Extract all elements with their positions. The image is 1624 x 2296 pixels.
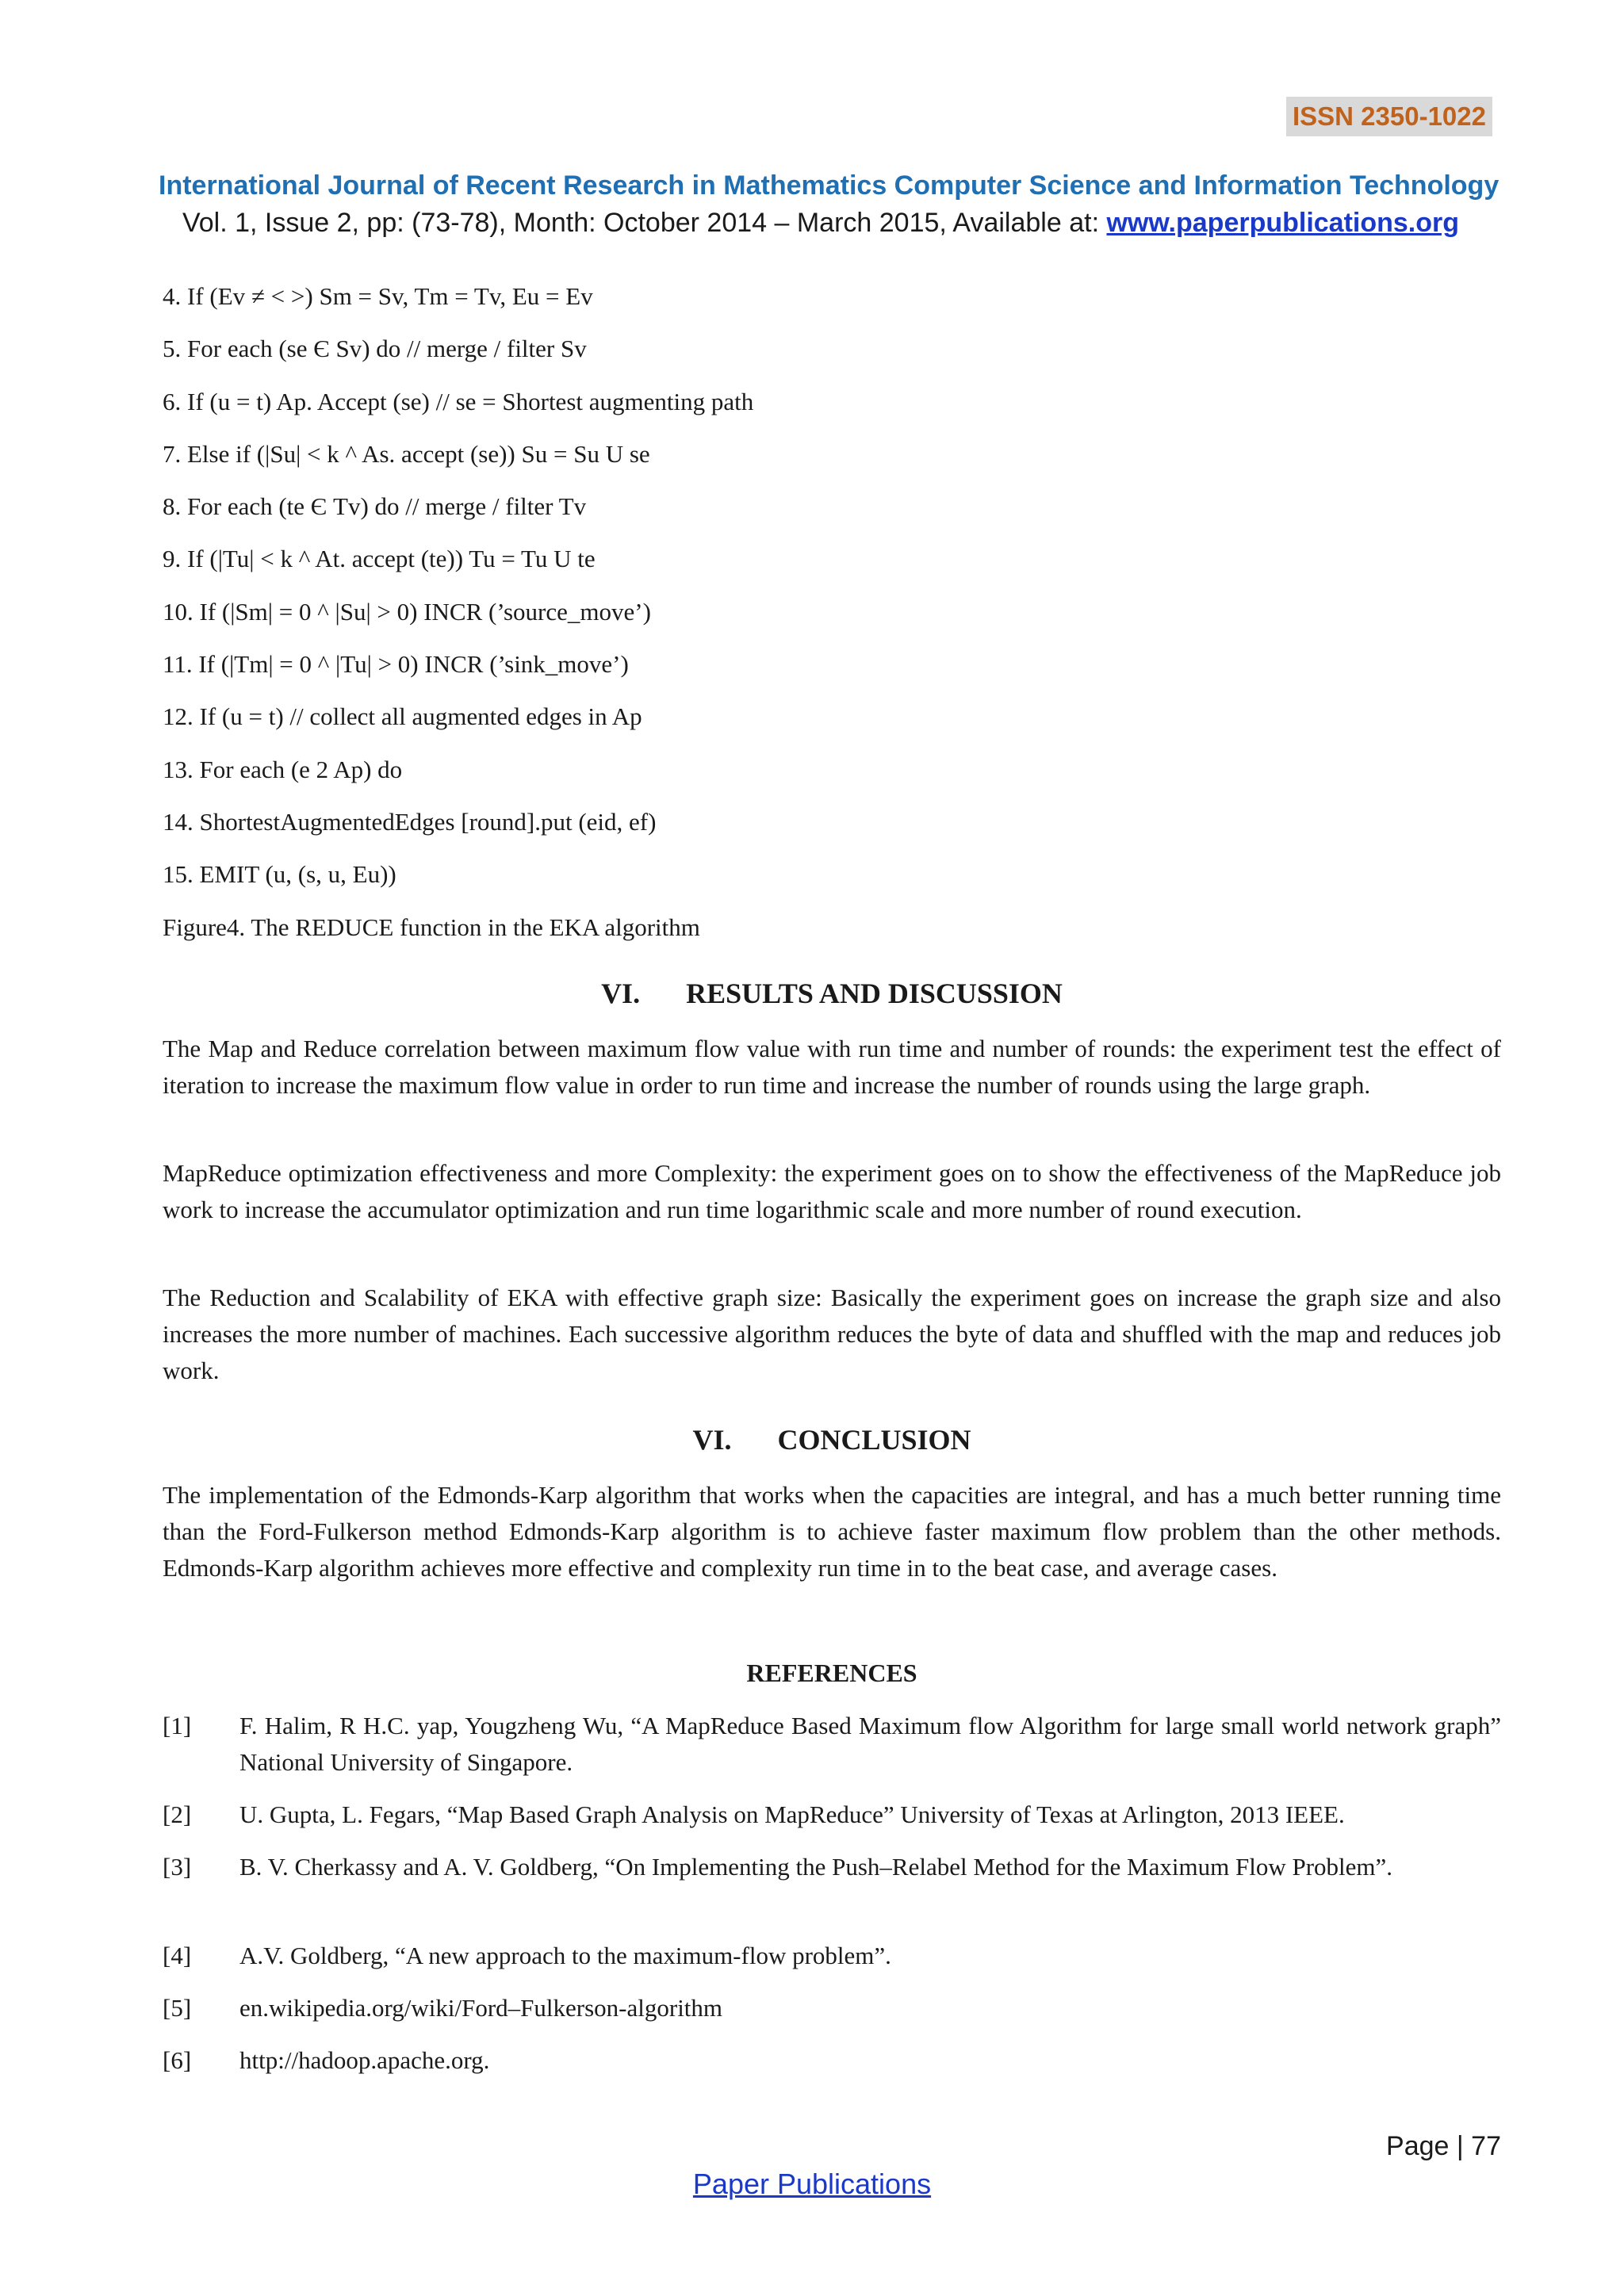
conclusion-paragraph: The implementation of the Edmonds-Karp algorithm that works when the capacities are integral, and has a much better running time than the Ford-Fulkerson method Edmonds-Karp algorithm is to achieve faster maximum flow problem than the other methods. Edmonds-Karp algorithm achieves more effective and complexity run time in to the beat case, and average cases. [163, 1481, 1501, 1582]
algorithm-line: 12. If (u = t) // collect all augmented edges in Ap [163, 702, 642, 731]
conclusion-heading-number: VI. [692, 1424, 732, 1456]
reference-text: U. Gupta, L. Fegars, “Map Based Graph Analysis on MapReduce” University of Texas at Arlington, 2013 IEEE. [239, 1800, 1345, 1828]
reference-number: [4] [163, 1942, 192, 1969]
journal-info-text: Vol. 1, Issue 2, pp: (73-78), Month: October 2014 – March 2015, Available at: [182, 208, 1107, 238]
results-paragraph: The Reduction and Scalability of EKA with effective graph size: Basically the experiment goes on increase the graph size and also increases the more number of machines. Each successive algorithm reduces the byte of data and shuffled with the map and reduces job work. [163, 1284, 1501, 1384]
algorithm-line: 4. If (Ev ≠ < >) Sm = Sv, Tm = Tv, Eu = Ev [163, 282, 593, 310]
conclusion-heading [163, 1423, 1501, 1456]
algorithm-line: 8. For each (te Є Tv) do // merge / filter Tv [163, 492, 587, 521]
algorithm-line: 15. EMIT (u, (s, u, Eu)) [163, 860, 396, 889]
reference-number: [5] [163, 1994, 192, 2022]
journal-title: International Journal of Recent Research in Mathematics Computer Science and Information Technology [159, 170, 1500, 201]
publisher-link[interactable]: Paper Publications [692, 2168, 932, 2200]
reference-number: [3] [163, 1853, 192, 1881]
reference-text: http://hadoop.apache.org. [239, 2046, 490, 2074]
algorithm-line: 11. If (|Tm| = 0 ^ |Tu| > 0) INCR (’sink_move’) [163, 650, 629, 679]
algorithm-line: 13. For each (e 2 Ap) do [163, 755, 403, 783]
algorithm-line: 10. If (|Sm| = 0 ^ |Su| > 0) INCR (’source_move’) [163, 597, 651, 626]
algorithm-line: 14. ShortestAugmentedEdges [round].put (eid, ef) [163, 807, 657, 836]
reference-item [163, 2042, 1501, 2079]
reference-text: F. Halim, R H.C. yap, Yougzheng Wu, “A MapReduce Based Maximum flow Algorithm for large small world network graph” National University of Singapore. [239, 1712, 1501, 1776]
algorithm-line: 9. If (|Tu| < k ^ At. accept (te)) Tu = Tu U te [163, 545, 596, 573]
figure-caption: Figure4. The REDUCE function in the EKA algorithm [163, 913, 700, 941]
reference-item [163, 1849, 1501, 1885]
reference-item [163, 1990, 1501, 2026]
reference-number: [1] [163, 1712, 192, 1739]
algorithm-listing [163, 277, 753, 961]
results-paragraph: MapReduce optimization effectiveness and more Complexity: the experiment goes on to show the effectiveness of the MapReduce job work to increase the accumulator optimization and run time logarithmic scale and more number of round execution. [163, 1159, 1501, 1223]
reference-item [163, 1938, 1501, 1974]
reference-text: en.wikipedia.org/wiki/Ford–Fulkerson-algorithm [239, 1994, 723, 2022]
reference-text: A.V. Goldberg, “A new approach to the maximum-flow problem”. [239, 1942, 891, 1969]
references-heading: REFERENCES [746, 1659, 917, 1687]
results-heading-number: VI. [601, 978, 641, 1009]
reference-item [163, 1708, 1501, 1781]
reference-number: [2] [163, 1800, 192, 1828]
reference-text: B. V. Cherkassy and A. V. Goldberg, “On Implementing the Push–Relabel Method for the Maximum Flow Problem”. [239, 1853, 1393, 1881]
algorithm-line: 5. For each (se Є Sv) do // merge / filter Sv [163, 335, 587, 363]
reference-item [163, 1797, 1501, 1833]
algorithm-line: 7. Else if (|Su| < k ^ As. accept (se)) Su = Su U se [163, 439, 650, 468]
issn-badge: ISSN 2350-1022 [1286, 97, 1492, 136]
journal-info [159, 208, 1483, 239]
page-number: Page | 77 [1386, 2131, 1501, 2161]
algorithm-line: 6. If (u = t) Ap. Accept (se) // se = Shortest augmenting path [163, 387, 754, 415]
results-heading [163, 977, 1501, 1010]
journal-url-link[interactable]: www.paperpublications.org [1106, 208, 1460, 238]
conclusion-heading-title: CONCLUSION [777, 1424, 971, 1456]
results-paragraph: The Map and Reduce correlation between maximum flow value with run time and number of rounds: the experiment test the effect of iteration to increase the maximum flow value in order to run time and increase the number of rounds using the large graph. [163, 1035, 1501, 1099]
results-heading-title: RESULTS AND DISCUSSION [686, 978, 1063, 1009]
reference-number: [6] [163, 2046, 192, 2074]
